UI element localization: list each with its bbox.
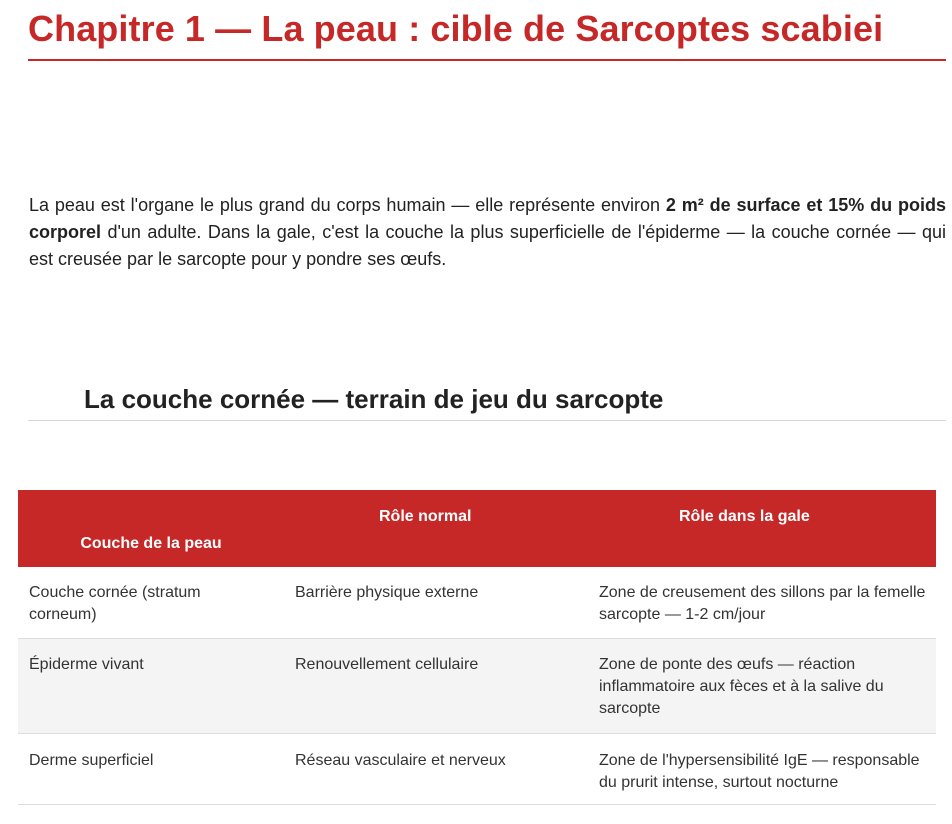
cell-skin-layer: Derme superficiel bbox=[29, 752, 154, 769]
cell-skin-layer: Épiderme vivant bbox=[29, 656, 144, 673]
skin-layers-table bbox=[18, 490, 936, 805]
cell-normal-role: Renouvellement cellulaire bbox=[295, 656, 479, 673]
cell-skin-layer: Couche cornée (stratum corneum) bbox=[29, 584, 201, 623]
cell-scabies-role: Zone de ponte des œufs — réaction inflammatoire aux fèces et à la salive du sarcopte bbox=[599, 656, 884, 717]
cell-normal-role: Barrière physique externe bbox=[295, 584, 479, 601]
intro-text-bold: 2 m² de surface et 15% du poids corporel bbox=[29, 195, 947, 242]
intro-text-start: La peau est l'organe le plus grand du corps humain — elle représente environ bbox=[29, 195, 666, 215]
cell-scabies-role: Zone de creusement des sillons par la femelle sarcopte — 1-2 cm/jour bbox=[599, 584, 926, 623]
cell-normal-role: Réseau vasculaire et nerveux bbox=[295, 752, 506, 769]
table-row bbox=[18, 567, 936, 639]
section-divider bbox=[28, 420, 946, 421]
intro-text-end: d'un adulte. Dans la gale, c'est la couche la plus superficielle de l'épiderme — la couche cornée — qui est creusée par le sarcopte pour y pondre ses œufs. bbox=[29, 222, 946, 269]
section-title: La couche cornée — terrain de jeu du sarcopte bbox=[84, 384, 664, 414]
chapter-title: Chapitre 1 — La peau : cible de Sarcoptes scabiei bbox=[28, 8, 884, 49]
table-row bbox=[18, 734, 936, 805]
intro-paragraph bbox=[29, 192, 946, 273]
header-scabies-role: Rôle dans la gale bbox=[679, 508, 810, 525]
header-normal-role: Rôle normal bbox=[379, 508, 472, 525]
table-row bbox=[18, 639, 936, 734]
title-divider bbox=[28, 59, 946, 61]
cell-scabies-role: Zone de l'hypersensibilité IgE — responsable du prurit intense, surtout nocturne bbox=[599, 752, 920, 791]
header-skin-layer: Couche de la peau bbox=[80, 535, 222, 552]
table-header-row bbox=[18, 490, 936, 567]
